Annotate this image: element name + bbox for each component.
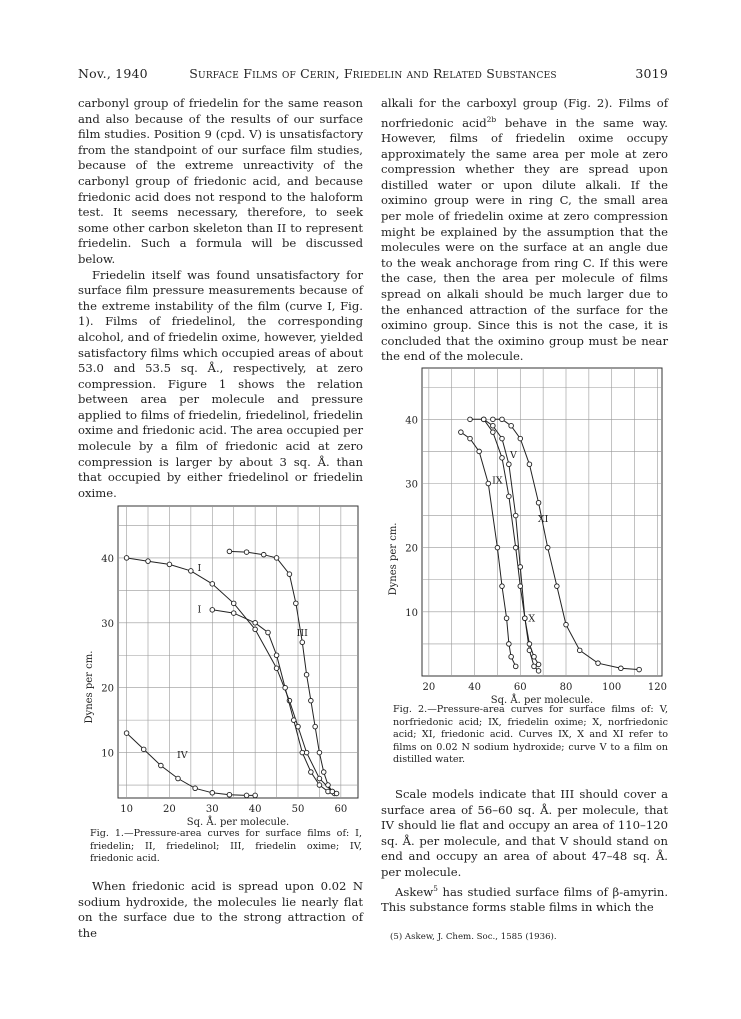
series-line (229, 551, 336, 793)
data-point (141, 747, 146, 752)
data-point (189, 569, 194, 574)
y-tick-label: 40 (101, 553, 114, 565)
header-date: Nov., 1940 (78, 66, 148, 81)
data-point (513, 664, 518, 669)
data-point (477, 449, 482, 454)
data-point (210, 608, 215, 613)
series-line (212, 610, 334, 794)
data-point (244, 793, 249, 798)
data-point (495, 545, 500, 550)
data-point (500, 456, 505, 461)
x-tick-label: 50 (291, 804, 305, 815)
data-point (504, 616, 509, 621)
data-point (283, 685, 288, 690)
data-point (291, 718, 296, 723)
data-point (287, 572, 292, 577)
data-point (176, 776, 181, 781)
data-point (317, 776, 322, 781)
paragraph (381, 881, 668, 916)
text-run: has studied surface films of β-amyrin. This substance forms stable films in which the (381, 884, 668, 915)
page-header (78, 66, 668, 84)
data-point (296, 724, 301, 729)
curve-label: I (197, 604, 202, 616)
data-point (227, 792, 232, 797)
x-tick-label: 20 (422, 682, 436, 693)
x-tick-label: 100 (602, 682, 622, 693)
data-point (317, 750, 322, 755)
page-number: 3019 (635, 66, 668, 81)
data-point (500, 436, 505, 441)
lower-left-text (78, 879, 363, 941)
curve-label: X (528, 613, 536, 625)
data-point (518, 584, 523, 589)
x-tick-label: 20 (163, 804, 176, 815)
y-tick-label: 10 (405, 607, 418, 619)
data-point (231, 601, 236, 606)
y-tick-label: 10 (101, 748, 114, 760)
data-point (227, 549, 232, 554)
data-point (210, 791, 215, 796)
curve-label: V (509, 449, 517, 461)
data-point (555, 584, 560, 589)
y-tick-label: 30 (101, 618, 114, 630)
data-point (619, 666, 624, 671)
data-point (523, 616, 528, 621)
data-point (507, 642, 512, 647)
superscript: 2b (486, 114, 497, 124)
data-point (146, 559, 151, 564)
y-tick-label: 20 (101, 683, 114, 695)
data-point (159, 763, 164, 768)
data-point (274, 666, 279, 671)
data-point (500, 584, 505, 589)
data-point (468, 417, 473, 422)
data-point (317, 783, 322, 788)
data-point (193, 786, 198, 791)
data-point (253, 627, 258, 632)
data-point (309, 770, 314, 775)
text-run: behave in the same way. However, films of friedelin oxime occupy approximately the same area per mole at zero compression whether they are spread upon distilled water or upon dilute alkali. If the oximino group were in ring C, the small area per mole of friedelin oxime at zero compression might be explained by the assumption that the molecules were on the surface at an angle due to the weak anchorage from ring C. If this were the case, then the area per molecule of films spread on alkali should be much larger due to the enhanced attraction of the surface for the oximino group. Since this is not the case, it is concluded that the oximino group must be near the end of the molecule. (381, 115, 668, 364)
x-tick-label: 60 (334, 804, 348, 815)
x-axis-label: Sq. Å. per molecule. (186, 817, 290, 828)
x-tick-label: 60 (513, 682, 527, 693)
data-point (532, 654, 537, 659)
curve-label: XI (537, 514, 549, 525)
data-point (459, 430, 464, 435)
curve-label: IV (176, 749, 188, 761)
paragraph: When friedonic acid is spread upon 0.02 N sodium hydroxide, the molecules lie nearly flat on the surface due to the strong attraction of the (78, 879, 363, 940)
data-point (507, 494, 512, 499)
data-point (334, 791, 339, 796)
data-point (491, 423, 496, 428)
data-point (300, 640, 305, 645)
data-point (513, 513, 518, 518)
data-point (313, 724, 318, 729)
text-run: Askew (395, 884, 434, 899)
data-point (513, 545, 518, 550)
paragraph: Scale models indicate that III should cover a surface area of 56–60 sq. Å. per molecule, that IV should lie flat and occupy an area of 110–120 sq. Å. per molecule, and that V should stand on end and occupy an area of about 47–48 sq. Å. per molecule. (381, 787, 668, 879)
data-point (486, 481, 491, 486)
column-left-text (78, 96, 363, 501)
data-point (253, 621, 258, 626)
lower-right-text (381, 787, 668, 916)
data-point (509, 654, 514, 659)
curve-label: IX (492, 475, 503, 487)
y-axis-label: Dynes per cm. (84, 650, 95, 724)
x-axis-label: Sq. Å. per molecule. (490, 695, 594, 706)
data-point (637, 667, 642, 672)
data-point (253, 793, 258, 798)
data-point (507, 462, 512, 467)
data-point (124, 731, 129, 736)
data-point (300, 750, 305, 755)
footnote: (5) Askew, J. Chem. Soc., 1585 (1936). (390, 932, 557, 942)
x-tick-label: 40 (468, 682, 481, 693)
data-point (532, 664, 537, 669)
data-point (509, 423, 514, 428)
figure-2-chart (380, 360, 675, 706)
plot-frame (118, 506, 358, 798)
data-point (481, 417, 486, 422)
y-axis-label: Dynes per cm. (388, 522, 399, 596)
figure-2-caption: Fig. 2.—Pressure-area curves for surface films of: V, norfriedonic acid; IX, friedelin oxime; X, norfriedonic acid; XI, friedonic acid. Curves IX, X and XI refer to films on 0.02 N sodium hydroxide; curve V to a film on distilled water. (393, 704, 668, 765)
data-point (274, 653, 279, 658)
data-point (244, 550, 249, 555)
y-tick-label: 40 (405, 415, 418, 427)
superscript: 5 (433, 883, 438, 893)
x-tick-label: 10 (120, 804, 133, 815)
data-point (468, 436, 473, 441)
data-point (231, 611, 236, 616)
data-point (261, 552, 266, 557)
data-point (545, 545, 550, 550)
data-point (500, 417, 505, 422)
curve-label: I (197, 562, 202, 574)
data-point (274, 556, 279, 561)
x-tick-label: 40 (248, 804, 262, 815)
text-run: alkali for the carboxyl group (Fig. 2). Films of norfriedonic acid (381, 96, 668, 130)
data-point (309, 698, 314, 703)
figure-1-chart (70, 496, 370, 826)
paragraph: Friedelin itself was found unsatisfactory for surface film pressure measurements because of the extreme instability of the film (curve I, Fig. 1). Films of friedelinol, the corresponding alcohol, and of friedelin oxime, however, yielded satisfactory films which occupied areas of about 53.0 and 53.5 sq. Å., respectively, at zero compression. Figure 1 shows the relation between area per molecule and pressure applied to films of friedelin, friedelinol, friedelin oxime and friedonic acid. The area occupied per molecule by a film of friedonic acid at zero compression is larger by about 3 sq. Å. than that occupied by either friedelinol or friedelin oxime. (78, 267, 363, 500)
x-tick-label: 120 (647, 682, 667, 693)
data-point (564, 622, 569, 627)
data-point (167, 562, 172, 567)
data-point (527, 642, 532, 647)
figure-1-caption: Fig. 1.—Pressure-area curves for surface films of: I, friedelin; II, friedelinol; III, friedelin oxime; IV, friedonic acid. (90, 828, 362, 864)
data-point (321, 770, 326, 775)
data-point (536, 662, 541, 667)
header-title: Surface Films of Cerin, Friedelin and Related Substances (189, 66, 557, 81)
paragraph: carbonyl group of friedelin for the same reason and also because of the results of our surface film studies. Position 9 (cpd. V) is unsatisfactory from the standpoint of our surface film studies, because of the extreme unreactivity of the carbonyl group of friedonic acid, and because friedonic acid does not respond to the haloform test. It seems necessary, therefore, to seek some other carbon skeleton than II to represent friedelin. Such a formula will be discussed below. (78, 96, 363, 266)
series-line (127, 558, 333, 792)
data-point (577, 648, 582, 653)
data-point (210, 582, 215, 587)
data-point (326, 783, 331, 788)
curve-label: III (296, 627, 308, 639)
series-line (461, 432, 516, 666)
data-point (527, 462, 532, 467)
data-point (266, 630, 271, 635)
data-point (294, 601, 299, 606)
y-tick-label: 30 (405, 479, 418, 491)
data-point (304, 672, 309, 677)
paragraph (381, 96, 668, 365)
data-point (596, 661, 601, 666)
data-point (536, 500, 541, 505)
data-point (518, 436, 523, 441)
y-tick-label: 20 (405, 543, 418, 555)
column-right-text (381, 96, 668, 365)
x-tick-label: 80 (559, 682, 573, 693)
data-point (124, 556, 129, 561)
data-point (536, 669, 541, 674)
data-point (491, 417, 496, 422)
x-tick-label: 30 (205, 804, 219, 815)
data-point (491, 430, 496, 435)
